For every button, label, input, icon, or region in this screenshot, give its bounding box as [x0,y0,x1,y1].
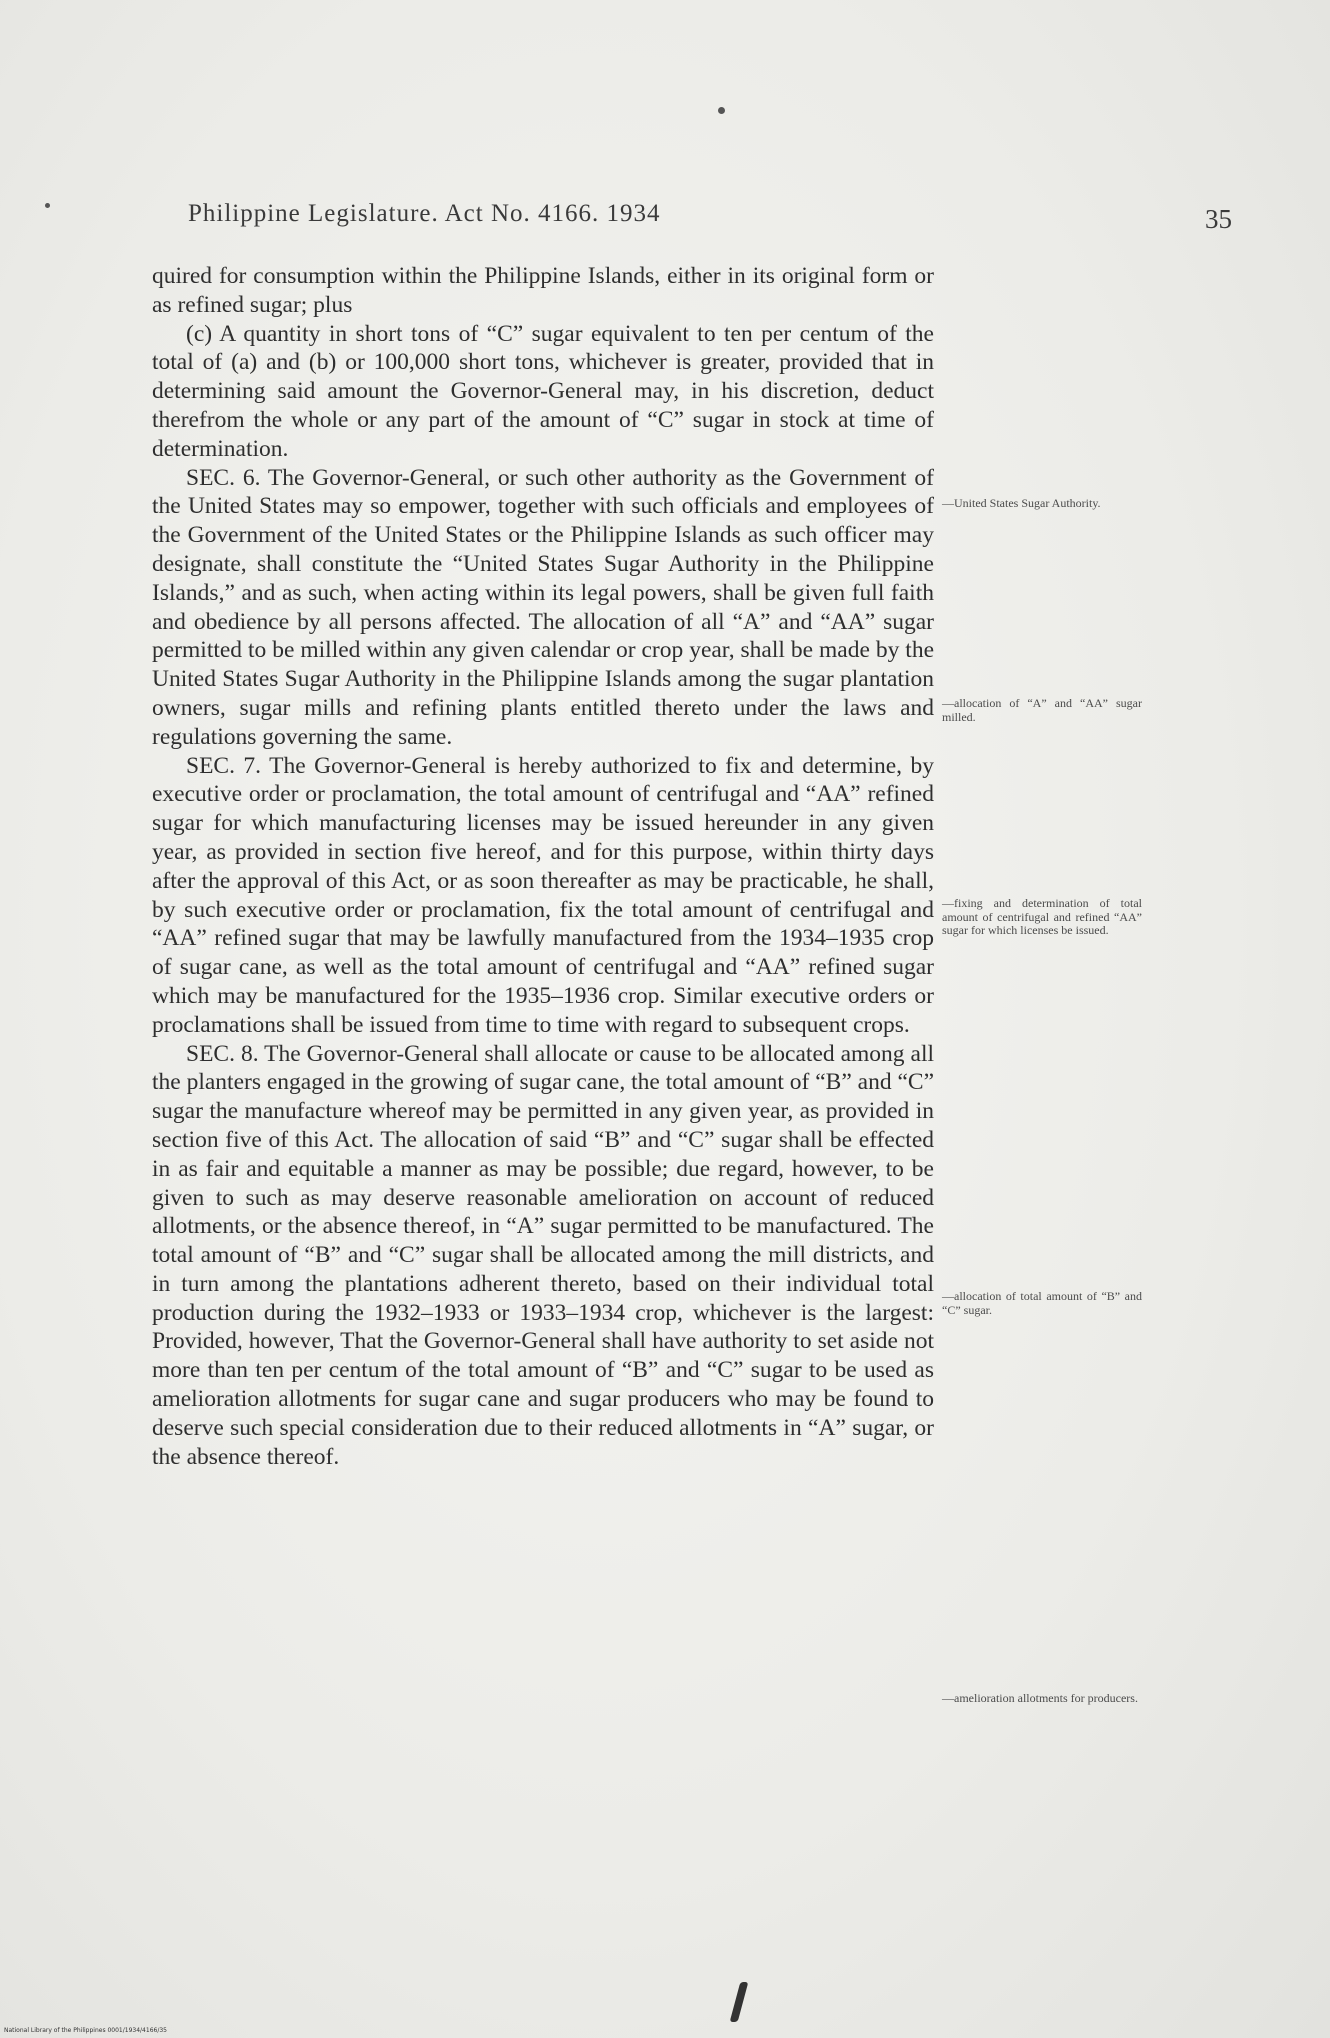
margin-note-allocation-b-c: —allocation of total amount of “B” and “C” sugar. [942,1289,1142,1317]
page-number: 35 [1205,204,1232,234]
scan-speck [718,107,725,114]
margin-note-amelioration: —amelioration allotments for producers. [942,1691,1138,1705]
margin-note-allocation-a-aa: —allocation of “A” and “AA” sugar milled. [942,696,1142,724]
paragraph-section-8: SEC. 8. The Governor-General shall allocate or cause to be allocated among all the planters engaged in the growing of sugar cane, the total amount of “B” and “C” sugar the manufacture whereof may be permitted in any given year, as provided in section five of this Act. The allocation of said “B” and “C” sugar shall be effected in as fair and equitable a manner as may be possible; due regard, however, to be given to such as may deserve reasonable amelioration on account of reduced allotments, or the absence thereof, in “A” sugar permitted to be manufactured. The total amount of “B” and “C” sugar shall be allocated among the mill districts, and in turn among the plantations adherent thereto, based on their individual total production during the 1932–1933 or 1933–1934 crop, whichever is the largest: Provided, however, That the Governor-General shall have authority to set aside not more than ten per centum of the total amount of “B” and “C” sugar to be used as amelioration allotments for sugar cane and sugar producers who may be found to deserve such special consideration due to their reduced allotments in “A” sugar, or the absence thereof. [152,1040,934,1470]
scan-speck [45,203,50,208]
main-text [152,262,934,1471]
running-header: Philippine Legislature. Act No. 4166. 1934 [188,200,661,227]
scan-credit: National Library of the Philippines 0001/1934/4166/35 [4,2027,167,2034]
margin-note-sugar-authority: —United States Sugar Authority. [942,496,1101,510]
margin-note-fixing-total: —fixing and determination of total amount of centrifugal and refined “AA” sugar for which licenses be issued. [942,896,1142,937]
paragraph-continuation: quired for consumption within the Philippine Islands, either in its original form or as refined sugar; plus [152,263,934,318]
paragraph-clause-c: (c) A quantity in short tons of “C” sugar equivalent to ten per centum of the total of (a) and (b) or 100,000 short tons, whichever is greater, provided that in determining said amount the Governor-General may, in his discretion, deduct therefrom the whole or any part of the amount of “C” sugar in stock at time of determination. [152,320,934,462]
paragraph-section-7: SEC. 7. The Governor-General is hereby authorized to fix and determine, by executive order or proclamation, the total amount of centrifugal and “AA” refined sugar for which manufacturing licenses may be issued hereunder in any given year, as provided in section five hereof, and for this purpose, within thirty days after the approval of this Act, or as soon thereafter as may be practicable, he shall, by such executive order or proclamation, fix the total amount of centrifugal and “AA” refined sugar that may be lawfully manufactured from the 1934–1935 crop of sugar cane, as well as the total amount of centrifugal and “AA” refined sugar which may be manufactured for the 1935–1936 crop. Similar executive orders or proclamations shall be issued from time to time with regard to subsequent crops. [152,752,934,1038]
paragraph-section-6: SEC. 6. The Governor-General, or such other authority as the Government of the United States may so empower, together with such officials and employees of the Government of the United States or the Philippine Islands as such officer may designate, shall constitute the “United States Sugar Authority in the Philippine Islands,” and as such, when acting within its legal powers, shall be given full faith and obedience by all persons affected. The allocation of all “A” and “AA” sugar permitted to be milled within any given calendar or crop year, shall be made by the United States Sugar Authority in the Philippine Islands among the sugar plantation owners, sugar mills and refining plants entitled thereto under the laws and regulations governing the same. [152,464,934,750]
